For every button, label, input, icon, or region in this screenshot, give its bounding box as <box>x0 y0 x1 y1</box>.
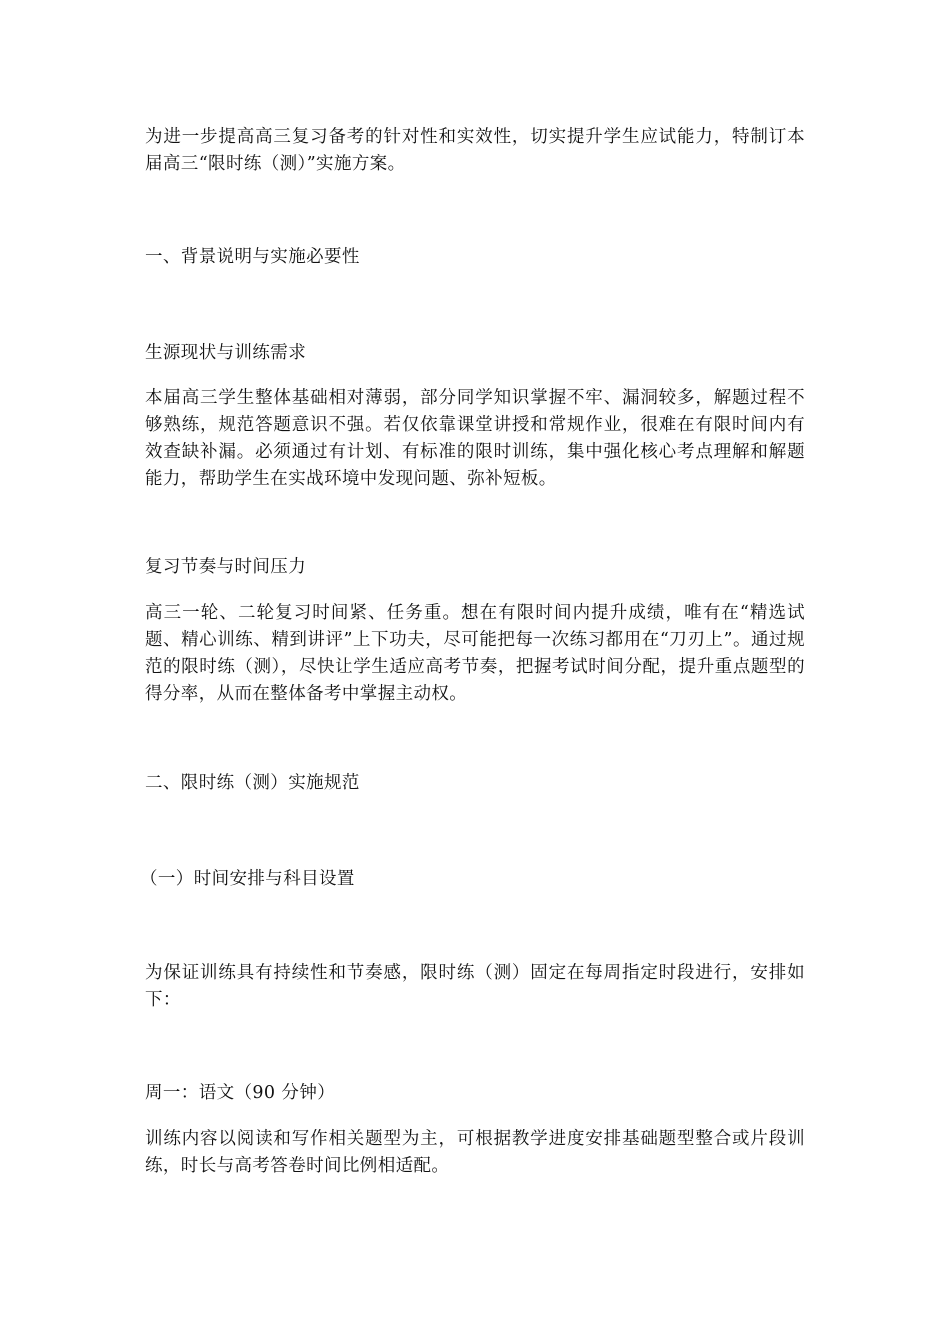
paragraph-review-pace: 高三一轮、二轮复习时间紧、任务重。想在有限时间内提升成绩，唯有在“精选试题、精心训练、精到讲评”上下功夫，尽可能把每一次练习都用在“刀刃上”。通过规范的限时练（测），尽快让学生适应高考节奏，把握考试时间分配，提升重点题型的得分率，从而在整体备考中掌握主动权。 <box>145 603 805 704</box>
paragraph-monday: 训练内容以阅读和写作相关题型为主，可根据教学进度安排基础题型整合或片段训练，时长与高考答卷时间比例相适配。 <box>145 1129 805 1176</box>
subheading-student-status: 生源现状与训练需求 <box>145 343 307 363</box>
intro-paragraph: 为进一步提高高三复习备考的针对性和实效性，切实提升学生应试能力，特制订本届高三“限时练（测）”实施方案。 <box>145 127 805 174</box>
paragraph-schedule-intro: 为保证训练具有持续性和节奏感，限时练（测）固定在每周指定时段进行，安排如下： <box>145 963 805 1010</box>
section-heading-background: 一、背景说明与实施必要性 <box>145 247 360 267</box>
subheading-schedule: （一）时间安排与科目设置 <box>140 869 355 889</box>
subheading-monday: 周一：语文（90 分钟） <box>145 1083 336 1103</box>
section-heading-implementation: 二、限时练（测）实施规范 <box>145 773 360 793</box>
paragraph-student-status: 本届高三学生整体基础相对薄弱，部分同学知识掌握不牢、漏洞较多，解题过程不够熟练，规范答题意识不强。若仅依靠课堂讲授和常规作业，很难在有限时间内有效查缺补漏。必须通过有计划、有标准的限时训练，集中强化核心考点理解和解题能力，帮助学生在实战环境中发现问题、弥补短板。 <box>145 388 805 489</box>
subheading-review-pace: 复习节奏与时间压力 <box>145 557 307 577</box>
